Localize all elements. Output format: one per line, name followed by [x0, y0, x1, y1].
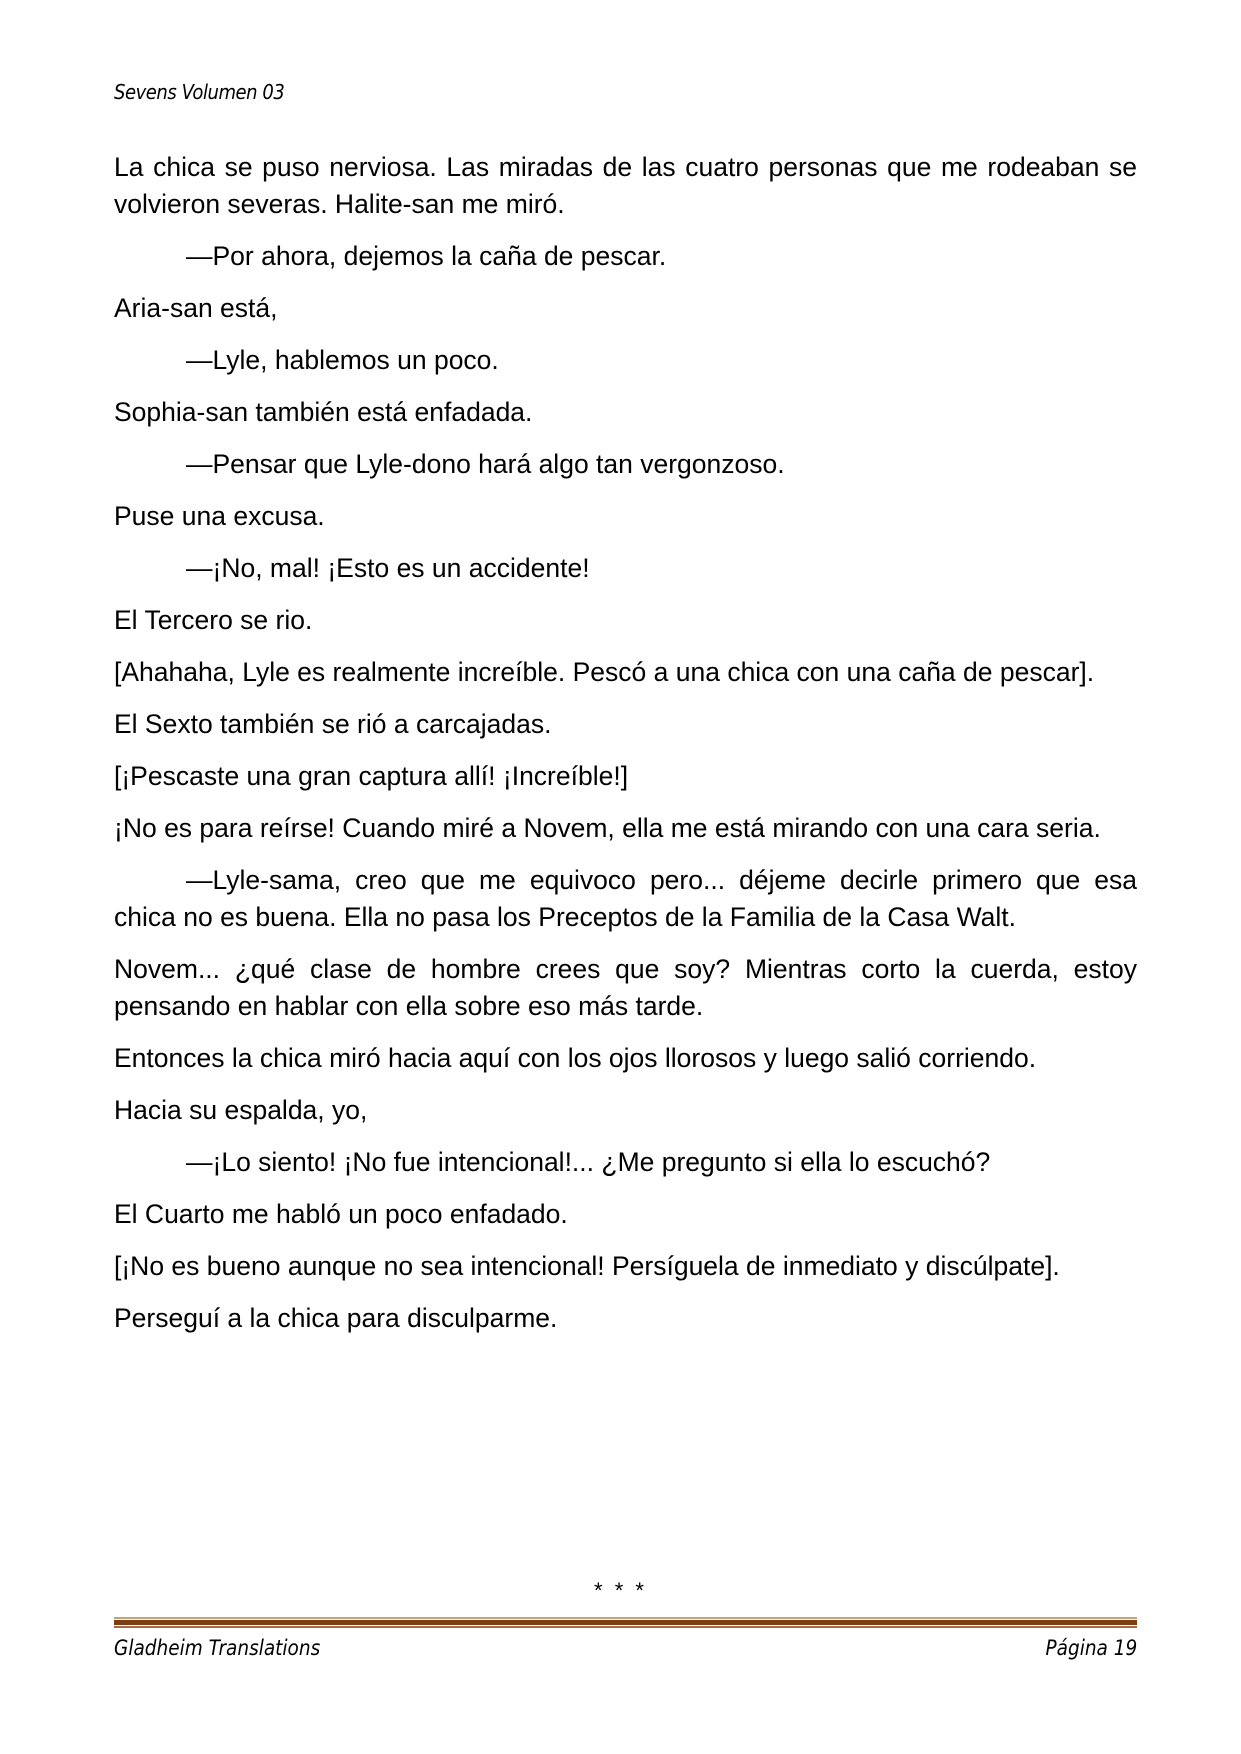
paragraph: Entonces la chica miró hacia aquí con los ojos llorosos y luego salió corriendo.	[114, 1043, 1037, 1073]
section-separator: * * *	[594, 1578, 647, 1603]
paragraph: El Cuarto me habló un poco enfadado.	[114, 1199, 568, 1229]
paragraph: ¡No es para reírse! Cuando miré a Novem, ella me está mirando con una cara seria.	[114, 813, 1101, 843]
paragraph: [¡Pescaste una gran captura allí! ¡Increíble!]	[114, 761, 629, 791]
body-text	[114, 149, 1137, 1352]
paragraph: El Sexto también se rió a carcajadas.	[114, 709, 552, 739]
paragraph: La chica se puso nerviosa. Las miradas de las cuatro personas que me rodeaban se volvieron severas. Halite-san me miró.	[114, 152, 1137, 219]
dialogue-paragraph: —¡Lo siento! ¡No fue intencional!... ¿Me pregunto si ella lo escuchó?	[186, 1147, 991, 1177]
paragraph: Novem... ¿qué clase de hombre crees que soy? Mientras corto la cuerda, estoy pensando en hablar con ella sobre eso más tarde.	[114, 954, 1137, 1021]
paragraph: El Tercero se rio.	[114, 605, 313, 635]
dialogue-paragraph: —¡No, mal! ¡Esto es un accidente!	[186, 553, 590, 583]
footer-page-number: Página 19	[1045, 1636, 1137, 1660]
paragraph: Aria-san está,	[114, 293, 278, 323]
paragraph: Sophia-san también está enfadada.	[114, 397, 533, 427]
paragraph: Hacia su espalda, yo,	[114, 1095, 368, 1125]
paragraph: [Ahahaha, Lyle es realmente increíble. Pescó a una chica con una caña de pescar].	[114, 657, 1095, 687]
paragraph: Puse una excusa.	[114, 501, 325, 531]
footer-rule	[114, 1617, 1137, 1628]
paragraph: Perseguí a la chica para disculparme.	[114, 1303, 558, 1333]
dialogue-paragraph: —Lyle-sama, creo que me equivoco pero... déjeme decirle primero que esa chica no es buena. Ella no pasa los Preceptos de la Familia de la Casa Walt.	[114, 865, 1137, 932]
dialogue-paragraph: —Por ahora, dejemos la caña de pescar.	[186, 241, 667, 271]
footer-publisher: Gladheim Translations	[114, 1636, 321, 1660]
dialogue-paragraph: —Pensar que Lyle-dono hará algo tan vergonzoso.	[186, 449, 785, 479]
paragraph: [¡No es bueno aunque no sea intencional! Persíguela de inmediato y discúlpate].	[114, 1251, 1060, 1281]
dialogue-paragraph: —Lyle, hablemos un poco.	[186, 345, 499, 375]
running-header: Sevens Volumen 03	[114, 80, 285, 104]
